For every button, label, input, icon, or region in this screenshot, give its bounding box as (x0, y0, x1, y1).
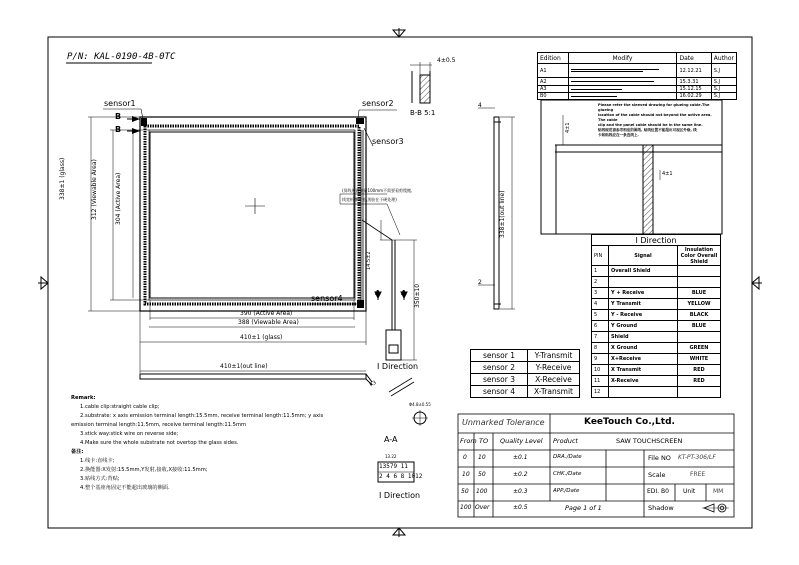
connector-top-pins: 13579 11 (379, 463, 408, 470)
file-no-label: File NO (648, 454, 671, 462)
remark-item: 2.substrate: x axis emission terminal length:15.5mm, receive terminal length:11.5mm; y axis (80, 413, 324, 419)
pin-color: RED (678, 376, 721, 387)
pin-number: 11 (592, 376, 609, 387)
pin-color: BLACK (678, 310, 721, 321)
pin-signal (609, 277, 678, 288)
section-b-bottom: B (115, 125, 122, 134)
sensor-name: sensor 2 (471, 362, 528, 374)
pin-row (592, 266, 721, 277)
remarks-cn-title: 备注: (71, 449, 84, 455)
remark-cn-item: 1.线卡:直线卡; (80, 458, 115, 464)
pin-row (592, 277, 721, 288)
dim-value: 388 (238, 319, 250, 326)
sensor-row (471, 362, 580, 374)
sensor4-label: sensor4 (311, 294, 343, 303)
callout-note-1: (屏线外露测量100mm不需要看剪缆搬, (342, 188, 413, 193)
part-number: P/N: KAL-0190-4B-0TC (67, 52, 176, 62)
sensor2-label: sensor2 (362, 99, 394, 108)
pin-number: 9 (592, 354, 609, 365)
tol-row-value: ±0.3 (513, 488, 528, 495)
rev-date: 15.3.31 (677, 78, 711, 86)
side-dim-2: 2 (478, 279, 482, 286)
pin-number: 6 (592, 321, 609, 332)
sensor-signal: X-Transmit (528, 386, 580, 398)
pin-signal: Y - Receive (609, 310, 678, 321)
dim-value: 410±1 (240, 334, 261, 341)
remark-item: 4.Make sure the whole substrate not overtop the glass sides. (80, 440, 239, 446)
dim-radius: R3 (368, 379, 378, 389)
dra-date-label: DRA./Date (553, 454, 582, 460)
shadow-label: Shadow (648, 504, 674, 512)
remark-item: emission terminal length:11.5mm, receive terminal length:11.5mm (71, 422, 247, 428)
rev-row (538, 78, 737, 86)
pin-signal: X-Receive (609, 376, 678, 387)
company-name: KeeTouch Co.,Ltd. (584, 417, 675, 427)
dim-glass-width (240, 335, 282, 341)
pin-table (591, 234, 721, 398)
sensor1-label: sensor1 (104, 99, 136, 108)
rev-header-modify: Modify (568, 53, 677, 64)
pin-number: 4 (592, 299, 609, 310)
unit-label: Unit (683, 488, 696, 495)
title-block-grid (458, 414, 734, 517)
rev-modify (568, 93, 677, 100)
remark-cn-item: 3.贴线方式:背贴; (80, 476, 120, 482)
dim-note: (Viewable Area) (251, 319, 299, 326)
edi-label: EDI. (647, 488, 660, 495)
pin-header: PIN (592, 246, 609, 266)
pin-signal: Y Transmit (609, 299, 678, 310)
pin-signal: X+Receive (609, 354, 678, 365)
remark-cn-item: 2.换能器:X发射:15.5mm,Y发射,接收,X接收:11.5mm; (80, 467, 208, 473)
tol-to-header: TO (479, 437, 489, 445)
pin-signal (609, 387, 678, 398)
pin-number: 12 (592, 387, 609, 398)
rev-row (538, 93, 737, 100)
dim-note: (Active Area) (253, 310, 293, 317)
i-direction-label-2: I Direction (379, 491, 421, 500)
dim-outline-width: 410±1(out line) (220, 363, 268, 370)
glue-note (598, 103, 720, 138)
pin-signal: Overall Shield (609, 266, 678, 277)
side-dim-4: 4 (478, 102, 482, 109)
pin-color (678, 277, 721, 288)
pin-color: RED (678, 365, 721, 376)
dim-glass-height (60, 158, 66, 200)
detail-dim-1: 4±1 (565, 122, 571, 133)
unmarked-tolerance-label: Unmarked Tolerance (462, 418, 545, 427)
sensor-signal: Y-Transmit (528, 350, 580, 362)
product-value: SAW TOUCHSCREEN (616, 437, 683, 445)
aa-section-label: A-A (384, 435, 398, 444)
dim-note: (Viewable Area) (91, 159, 98, 207)
pin-number: 1 (592, 266, 609, 277)
sensor-signal: X-Receive (528, 374, 580, 386)
sensor-name: sensor 3 (471, 374, 528, 386)
pin-color: BLUE (678, 321, 721, 332)
signal-header: Signal (609, 246, 678, 266)
dim-cable-length: 350±10 (414, 283, 421, 308)
rev-edition: A3 (538, 86, 569, 93)
rev-header-author: Author (711, 53, 736, 64)
pin-row (592, 354, 721, 365)
tol-row-value: ±0.2 (513, 471, 528, 478)
connector-bottom-pins: 2 4 6 8 1012 (379, 473, 423, 480)
app-date-label: APP./Date (553, 488, 580, 494)
pin-row (592, 365, 721, 376)
pin-signal: Y Ground (609, 321, 678, 332)
remark-item: 1.cable clip:straight cable clip; (80, 404, 160, 410)
dim-viewable-height (92, 159, 98, 220)
rev-row (538, 86, 737, 93)
pin-row (592, 299, 721, 310)
rev-author: S.J (711, 86, 736, 93)
rev-date: 12.12.21 (677, 64, 711, 78)
rev-date: 15.12.15 (677, 86, 711, 93)
tol-row-to: 50 (478, 471, 486, 478)
note-line: clip and the panel cable should be in the same line. (598, 123, 703, 127)
rev-edition: B0 (538, 93, 569, 100)
file-no-value: KT-PT-306/LF (678, 454, 716, 461)
dim-active-height (116, 173, 122, 225)
remark-cn-item: 4.整个基座角固定不能超出玻璃的侧面. (80, 485, 170, 491)
dim-note: (glass) (59, 157, 66, 178)
tol-row-value: ±0.1 (513, 454, 528, 461)
sensor-row (471, 386, 580, 398)
unit-value: MM (713, 488, 724, 495)
chk-date-label: CHK./Date (553, 471, 582, 477)
tol-row-from: 100 (460, 504, 472, 511)
detail-dim-2: 4±1 (662, 171, 673, 177)
rev-modify (568, 64, 677, 78)
callout-note-2: 线宽折叠弯处,黑胶在干硬处理) (342, 197, 397, 202)
rev-modify (568, 78, 677, 86)
dim-value: 312 (91, 208, 98, 220)
note-line: Please refer the sleeved drawing for glueing cable.The glueing (598, 103, 710, 112)
section-b-top: B (115, 112, 122, 121)
tol-row-value: ±0.5 (513, 504, 528, 511)
dim-note: (Active Area) (115, 172, 122, 212)
pin-number: 3 (592, 288, 609, 299)
pin-signal: X Transmit (609, 365, 678, 376)
pin-number: 10 (592, 365, 609, 376)
pin-row (592, 376, 721, 387)
remark-item: 3.stick way:stick wire on reverse side; (80, 431, 179, 437)
pin-number: 2 (592, 277, 609, 288)
tol-row-from: 50 (461, 488, 469, 495)
pin-color (678, 266, 721, 277)
remarks-block (71, 394, 323, 493)
pin-number: 7 (592, 332, 609, 343)
sensor-name: sensor 4 (471, 386, 528, 398)
tol-row-to: Over (475, 504, 490, 511)
pin-row (592, 288, 721, 299)
pin-color (678, 387, 721, 398)
dim-note: (glass) (262, 334, 283, 341)
pin-color: WHITE (678, 354, 721, 365)
pin-row (592, 332, 721, 343)
aa-diameter: Φ4.8±0.55 (409, 402, 431, 407)
pin-number: 5 (592, 310, 609, 321)
pin-row (592, 310, 721, 321)
dim-value: 338±1 (59, 179, 66, 200)
dim-viewable-width (238, 320, 299, 326)
bb-section-label: B-B 5:1 (410, 109, 436, 117)
color-header: Insulation Color Overall Shield (678, 246, 721, 266)
note-line: 贴线规范请参考相应的图纸, 贴线位置不能超出可视区外缘, 线 (598, 128, 697, 132)
bottom-outline-view (140, 374, 372, 385)
thickness-dim: 4±0.5 (437, 57, 456, 64)
sensor-table (470, 349, 580, 398)
rev-edition: A1 (538, 64, 569, 78)
dim-value: 390 (240, 310, 252, 317)
rev-header-edition: Edition (538, 53, 569, 64)
quality-level-header: Quality Level (500, 437, 543, 445)
dim-value: 304 (115, 213, 122, 225)
pin-row (592, 387, 721, 398)
rev-row (538, 64, 737, 78)
projection-symbol-icon (702, 502, 730, 514)
tol-row-to: 10 (478, 454, 486, 461)
tol-row-from: 10 (462, 471, 470, 478)
pin-signal: Shield (609, 332, 678, 343)
rev-author: S.J (711, 93, 736, 100)
pin-color: BLUE (678, 288, 721, 299)
tol-row-from: 0 (463, 454, 467, 461)
tol-from-header: From (460, 437, 477, 445)
sensor-row (471, 374, 580, 386)
rev-edition: A2 (538, 78, 569, 86)
scale-value: FREE (690, 471, 706, 478)
sensor-signal: Y-Receive (528, 362, 580, 374)
dim-cable-small: 14.5±2 (366, 251, 372, 270)
edi-value: B0 (661, 488, 669, 495)
pin-row (592, 343, 721, 354)
i-direction-label: I Direction (377, 362, 419, 371)
rev-header-date: Date (677, 53, 711, 64)
sensor-name: sensor 1 (471, 350, 528, 362)
section-bb-drawing (410, 62, 432, 103)
rev-modify (568, 86, 677, 93)
pin-signal: X Ground (609, 343, 678, 354)
section-a-left: A (375, 289, 381, 297)
scale-label: Scale (648, 471, 666, 479)
remarks-title: Remark: (71, 395, 96, 401)
revision-table (537, 52, 737, 100)
page-indicator: Page 1 of 1 (565, 504, 602, 512)
connector-dim: 13.22 (385, 454, 397, 459)
note-line: location of the cable should not beyond the active area. The cable (598, 113, 712, 122)
side-view (478, 108, 515, 309)
pin-color (678, 332, 721, 343)
rev-date: 16.02.29 (677, 93, 711, 100)
rev-author: S.J (711, 64, 736, 78)
sensor3-label: sensor3 (372, 137, 404, 146)
note-line: 卡和贴线应在一条直线上. (598, 133, 639, 137)
section-a-right: A (401, 289, 407, 297)
pin-row (592, 321, 721, 332)
pin-color: GREEN (678, 343, 721, 354)
pin-number: 8 (592, 343, 609, 354)
pin-signal: Y + Receive (609, 288, 678, 299)
tol-row-to: 100 (476, 488, 488, 495)
dim-active-width (240, 311, 292, 317)
rev-author: S.J (711, 78, 736, 86)
pin-table-title: I Direction (592, 235, 721, 246)
pin-color: YELLOW (678, 299, 721, 310)
dim-outline-height: 338±1(out line) (499, 190, 506, 238)
sensor-row (471, 350, 580, 362)
product-label: Product (553, 437, 578, 445)
